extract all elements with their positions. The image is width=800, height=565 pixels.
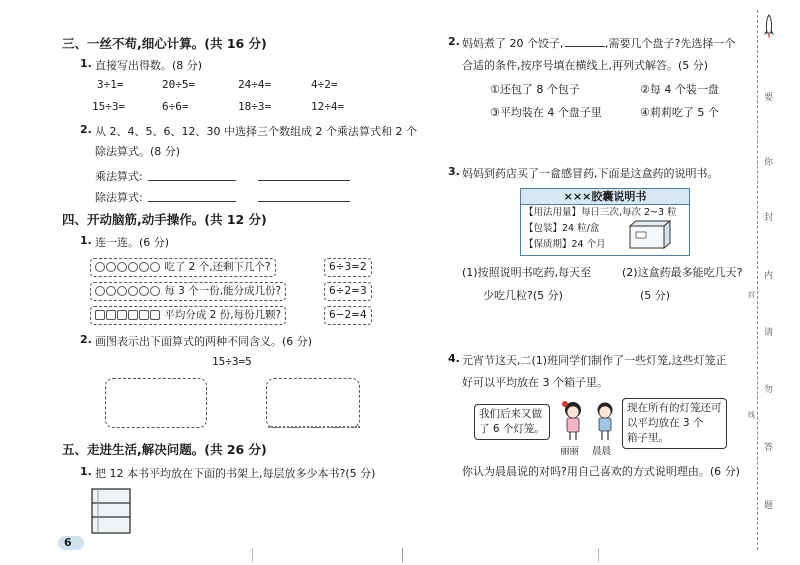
multiplication-answer-line-2[interactable] — [258, 180, 350, 181]
calc-item: 3÷1= — [97, 78, 124, 91]
option-4: ④莉莉吃了 5 个 — [640, 106, 719, 119]
margin-char: 你 — [764, 158, 774, 168]
bubble-line: 我们后来又做 — [479, 408, 542, 420]
multiplication-label: 乘法算式: — [95, 170, 143, 183]
condition-blank[interactable] — [565, 46, 605, 47]
speech-bubble-lili — [474, 404, 550, 440]
section-3-title: 三、一丝不苟,细心计算。(共 16 分) — [62, 36, 267, 51]
bookshelf-question: 把 12 本书平均放在下面的书架上,每层放多少本书?(5 分) — [95, 467, 376, 480]
girl-lili-icon — [560, 400, 586, 442]
fruit-icon — [95, 285, 161, 297]
division-label: 除法算式: — [95, 191, 143, 204]
lantern-question-line2: 好可以平均放在 3 个箱子里。 — [462, 376, 608, 389]
margin-char: 封 — [764, 213, 774, 223]
section-4-title: 四、开动脑筋,动手操作。(共 12 分) — [62, 212, 267, 227]
formula: 15÷3=5 — [212, 355, 252, 368]
lantern-final-question: 你认为晨晨说的对吗?用自己喜欢的方式说明理由。(6 分) — [462, 465, 740, 478]
margin-char: 请 — [764, 328, 774, 338]
q2-number: 2. — [448, 35, 460, 48]
binding-line — [757, 10, 758, 550]
medicine-box-row: 【保质期】24 个月 — [524, 239, 606, 250]
margin-char: 题 — [764, 501, 774, 511]
medicine-intro: 妈妈到药店买了一盒感冒药,下面是这盒药的说明书。 — [462, 167, 719, 180]
match-right-item-3[interactable] — [324, 306, 372, 325]
match-left-item-3[interactable] — [90, 306, 286, 325]
calc-item: 6÷6= — [162, 100, 189, 113]
q1-number: 1. — [80, 465, 92, 478]
calc-item: 24÷4= — [238, 78, 272, 91]
bookshelf-icon — [90, 487, 132, 535]
match-left-text: 吃了 2 个,还剩下几个? — [164, 261, 271, 273]
bubble-line: 现在所有的灯笼还可 — [627, 402, 722, 414]
match-right-text: 6−2=4 — [329, 309, 367, 321]
q1-number: 1. — [80, 57, 92, 70]
name-lili: 丽丽 — [560, 446, 580, 457]
bead-icon — [95, 309, 161, 321]
margin-char: 勿 — [764, 385, 774, 395]
sub1-line1: (1)按照说明书吃药,每天至 — [462, 266, 592, 279]
bubble-line: 以平均放在 3 个 — [627, 417, 704, 429]
bubble-line: 箱子里。 — [627, 432, 669, 444]
option-2: ②每 4 个装一盘 — [640, 83, 719, 96]
name-chenchen: 晨晨 — [592, 446, 612, 457]
margin-char: 内 — [764, 271, 774, 281]
medicine-box-row: 【用法用量】每日三次,每次 2~3 粒 — [524, 207, 677, 218]
pencil-decoration — [268, 426, 360, 432]
q2-text-line1: 从 2、4、5、6、12、30 中选择三个数组成 2 个乘法算式和 2 个 — [95, 125, 417, 138]
option-1: ①还包了 8 个包子 — [490, 83, 580, 96]
dumpling-question-b: ,需要几个盘子?先选择一个 — [605, 37, 736, 50]
dumpling-question-line2: 合适的条件,按序号填在横线上,再列式解答。(5 分) — [462, 59, 709, 72]
option-3: ③平均装在 4 个盘子里 — [490, 106, 602, 119]
q3-number: 3. — [448, 165, 460, 178]
lantern-question-line1: 元宵节这天,二(1)班同学们制作了一些灯笼,这些灯笼正 — [462, 354, 727, 367]
calc-item: 20÷5= — [162, 78, 196, 91]
drawing-area-1[interactable] — [105, 378, 207, 428]
match-right-item-2[interactable] — [324, 282, 372, 301]
match-left-text: 每 3 个一份,能分成几份? — [164, 285, 282, 297]
margin-char: 答 — [764, 443, 774, 453]
draw-instruction: 画图表示出下面算式的两种不同含义。(6 分) — [95, 335, 313, 348]
match-right-text: 6÷2=3 — [329, 285, 367, 297]
page-number: 6 — [64, 536, 72, 549]
medicine-box-row: 【包装】24 粒/盒 — [524, 223, 600, 234]
medicine-box-icon — [628, 220, 672, 250]
fold-mark — [598, 548, 599, 562]
q2-number: 2. — [80, 333, 92, 346]
match-left-item-1[interactable] — [90, 258, 276, 277]
medicine-box-title: ×××胶囊说明书 — [521, 189, 689, 205]
boy-chenchen-icon — [592, 400, 618, 442]
connect-instruction: 连一连。(6 分) — [95, 236, 170, 249]
margin-line-char: 线 — [748, 411, 755, 419]
rocket-icon — [763, 14, 775, 40]
match-left-text: 平均分成 2 份,每份几颗? — [164, 309, 282, 321]
bubble-line: 了 6 个灯笼。 — [479, 423, 545, 435]
calc-item: 15÷3= — [92, 100, 126, 113]
section-5-title: 五、走进生活,解决问题。(共 26 分) — [62, 442, 267, 457]
margin-char: 要 — [764, 93, 774, 103]
q2-text-line2: 除法算式。(8 分) — [95, 145, 181, 158]
calc-item: 4÷2= — [311, 78, 338, 91]
speech-bubble-chenchen — [622, 398, 727, 449]
dumpling-question-a: 妈妈煮了 20 个饺子, — [462, 37, 564, 50]
match-right-item-1[interactable] — [324, 258, 372, 277]
q2-number: 2. — [80, 123, 92, 136]
q1-number: 1. — [80, 234, 92, 247]
q4-number: 4. — [448, 352, 460, 365]
division-answer-line-1[interactable] — [148, 201, 236, 202]
sub2-line2: (5 分) — [640, 289, 671, 302]
calc-item: 18÷3= — [238, 100, 272, 113]
match-right-text: 6÷3=2 — [329, 261, 367, 273]
fruit-icon — [95, 261, 161, 273]
center-fold-mark — [402, 548, 403, 562]
sub2-line1: (2)这盒药最多能吃几天? — [622, 266, 743, 279]
fold-mark — [252, 548, 253, 562]
margin-line-char: 封 — [748, 291, 755, 299]
match-left-item-2[interactable] — [90, 282, 286, 301]
q1-instruction: 直接写出得数。(8 分) — [95, 59, 203, 72]
multiplication-answer-line-1[interactable] — [148, 180, 236, 181]
division-answer-line-2[interactable] — [258, 201, 350, 202]
drawing-area-2[interactable] — [266, 378, 360, 428]
calc-item: 12÷4= — [311, 100, 345, 113]
sub1-line2: 少吃几粒?(5 分) — [483, 289, 563, 302]
